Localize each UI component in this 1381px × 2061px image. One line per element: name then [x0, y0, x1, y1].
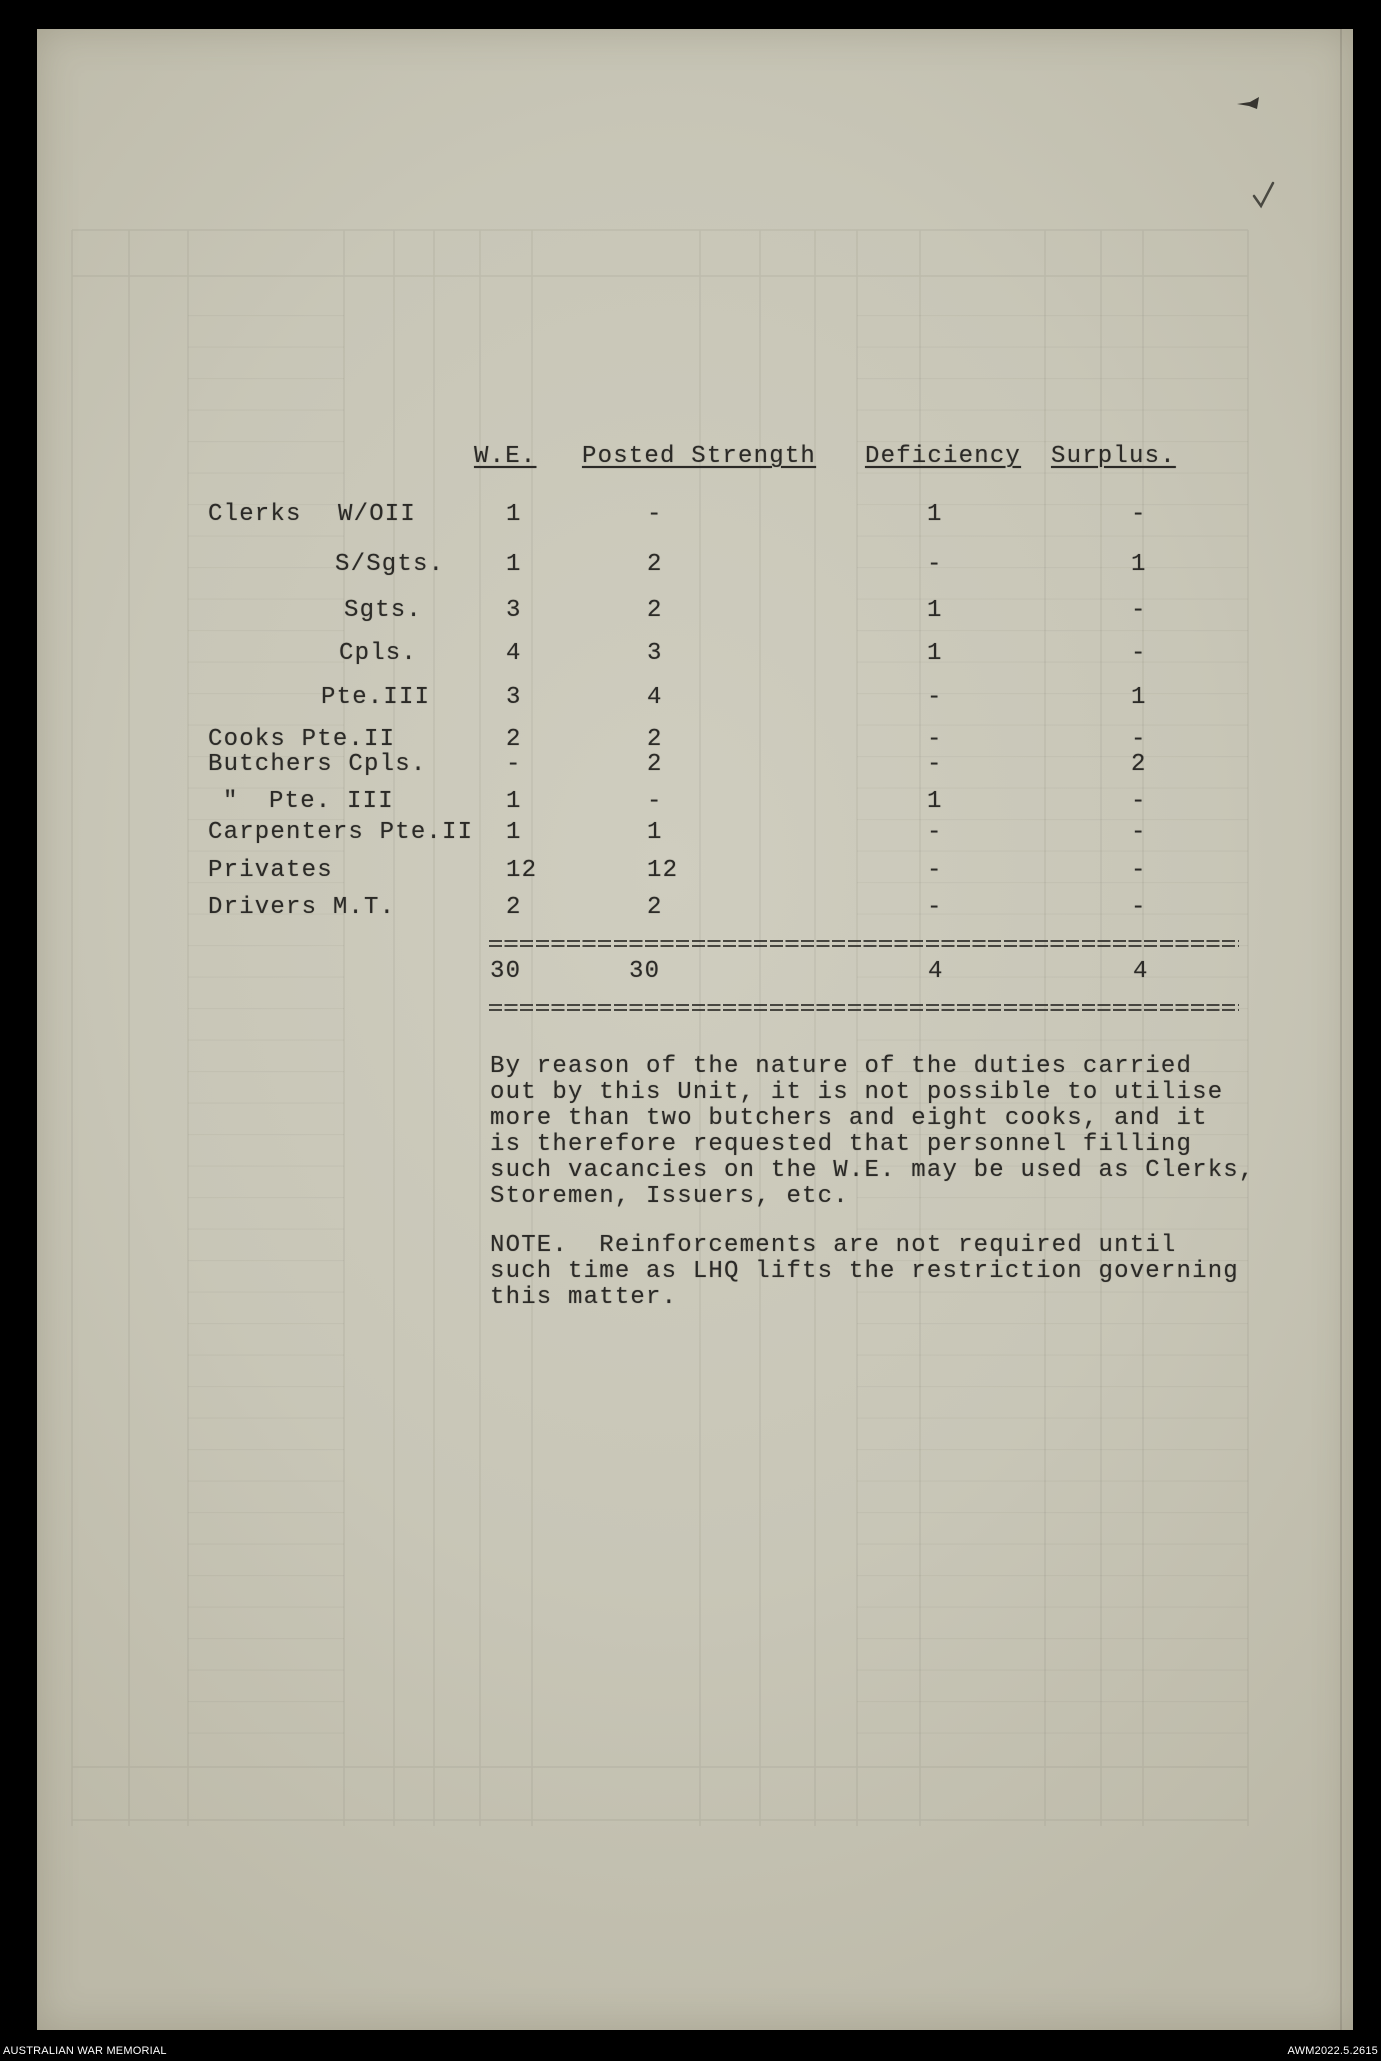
row-rank: Drivers M.T. [208, 894, 396, 921]
header-we: W.E. [474, 443, 537, 470]
posted-strength-value: 1 [647, 819, 663, 846]
header-posted-strength: Posted Strength [582, 443, 817, 470]
deficiency-value: - [927, 751, 943, 778]
surplus-value: - [1131, 857, 1147, 884]
posted-strength-value: 4 [647, 684, 663, 711]
posted-strength-value: 2 [647, 894, 663, 921]
row-rank: Pte. III [269, 788, 394, 815]
archive-institution: AUSTRALIAN WAR MEMORIAL [3, 2045, 167, 2057]
row-rank: Carpenters Pte.II [208, 819, 474, 846]
deficiency-value: - [927, 894, 943, 921]
we-value: - [506, 751, 522, 778]
we-value: 4 [506, 640, 522, 667]
totals-rule-top-second [489, 945, 1239, 947]
row-category: Clerks [208, 501, 302, 528]
we-value: 1 [506, 788, 522, 815]
note-line: such time as LHQ lifts the restriction governing [490, 1258, 1239, 1285]
deficiency-value: 1 [927, 501, 943, 528]
paper-edge-line [1340, 29, 1342, 2030]
note-line: NOTE. Reinforcements are not required until [490, 1232, 1177, 1259]
deficiency-value: - [927, 551, 943, 578]
surplus-value: - [1131, 640, 1147, 667]
paper-sheet [37, 29, 1353, 2030]
row-rank: S/Sgts. [335, 551, 445, 578]
surplus-value: 2 [1131, 751, 1147, 778]
row-rank: W/OII [338, 501, 417, 528]
surplus-value: 1 [1131, 551, 1147, 578]
surplus-value: - [1131, 501, 1147, 528]
deficiency-value: 1 [927, 640, 943, 667]
we-value: 1 [506, 819, 522, 846]
totals-rule-bottom-second [489, 1009, 1239, 1011]
posted-strength-value: 2 [647, 597, 663, 624]
deficiency-value: - [927, 857, 943, 884]
note-line: this matter. [490, 1284, 678, 1311]
remarks-line: By reason of the nature of the duties carried [490, 1053, 1193, 1080]
we-value: 12 [506, 857, 538, 884]
remarks-line: such vacancies on the W.E. may be used as Clerks, [490, 1157, 1255, 1184]
posted-strength-value: 12 [647, 857, 679, 884]
posted-strength-value: 2 [647, 551, 663, 578]
row-rank: Cpls. [339, 640, 418, 667]
posted-strength-value: - [647, 788, 663, 815]
archive-reference: AWM2022.5.2615 [1287, 2045, 1378, 2057]
total-surplus: 4 [1133, 958, 1149, 985]
remarks-line: is therefore requested that personnel filling [490, 1131, 1193, 1158]
we-value: 1 [506, 551, 522, 578]
surplus-value: 1 [1131, 684, 1147, 711]
deficiency-value: - [927, 684, 943, 711]
header-deficiency: Deficiency [865, 443, 1022, 470]
header-surplus: Surplus. [1051, 443, 1176, 470]
deficiency-value: - [927, 819, 943, 846]
remarks-line: more than two butchers and eight cooks, and it [490, 1105, 1208, 1132]
posted-strength-value: - [647, 501, 663, 528]
surplus-value: - [1131, 788, 1147, 815]
total-we: 30 [490, 958, 522, 985]
totals-rule-bottom [489, 1004, 1239, 1006]
surplus-value: - [1131, 597, 1147, 624]
row-rank: Privates [208, 857, 333, 884]
surplus-value: - [1131, 894, 1147, 921]
surplus-value: - [1131, 819, 1147, 846]
posted-strength-value: 3 [647, 640, 663, 667]
row-rank: Butchers Cpls. [208, 751, 427, 778]
we-value: 1 [506, 501, 522, 528]
posted-strength-value: 2 [647, 726, 663, 753]
we-value: 2 [506, 726, 522, 753]
remarks-line: Storemen, Issuers, etc. [490, 1183, 849, 1210]
ditto-mark: " [223, 788, 239, 815]
row-rank: Sgts. [344, 597, 423, 624]
we-value: 3 [506, 597, 522, 624]
total-deficiency: 4 [928, 958, 944, 985]
row-rank: Cooks Pte.II [208, 726, 396, 753]
total-posted-strength: 30 [629, 958, 661, 985]
row-rank: Pte.III [321, 684, 431, 711]
deficiency-value: - [927, 726, 943, 753]
we-value: 2 [506, 894, 522, 921]
surplus-value: - [1131, 726, 1147, 753]
totals-rule-top [489, 940, 1239, 942]
deficiency-value: 1 [927, 788, 943, 815]
posted-strength-value: 2 [647, 751, 663, 778]
remarks-line: out by this Unit, it is not possible to utilise [490, 1079, 1224, 1106]
we-value: 3 [506, 684, 522, 711]
deficiency-value: 1 [927, 597, 943, 624]
